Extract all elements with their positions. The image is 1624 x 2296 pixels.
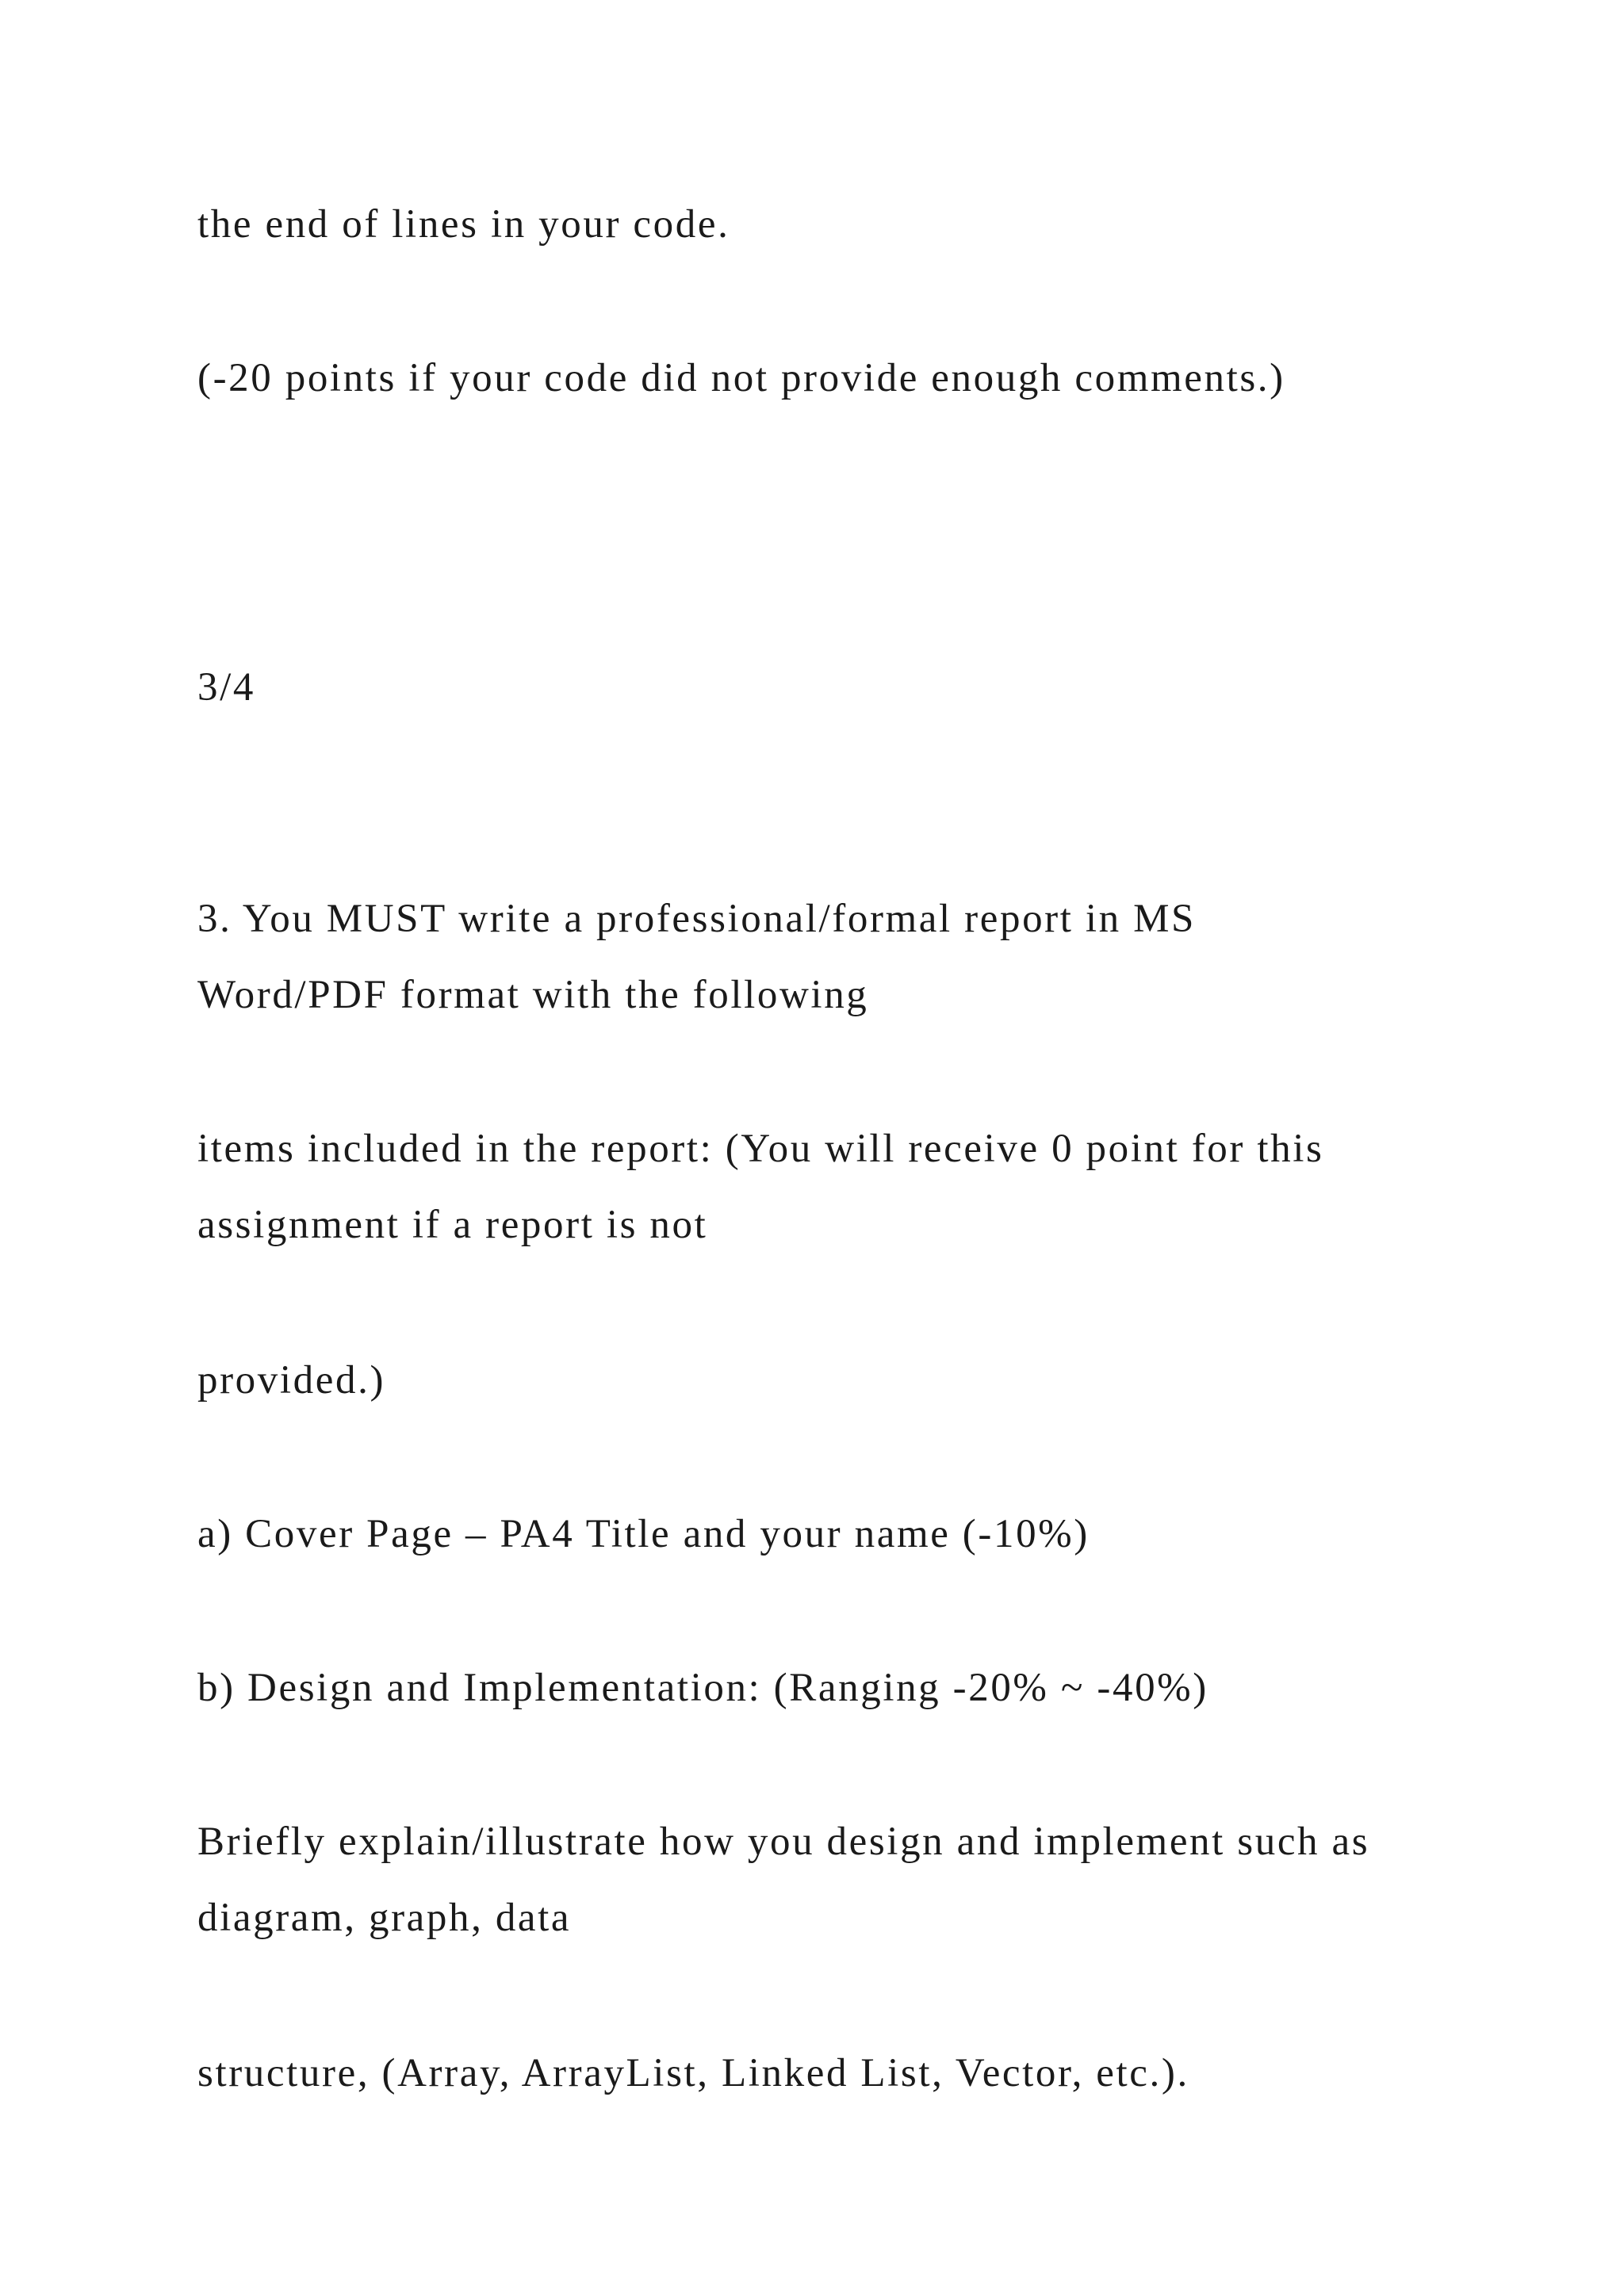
text-line-report-format: Word/PDF format with the following — [197, 973, 869, 1017]
text-line-items-included: items included in the report: (You will receive 0 point for this — [197, 1127, 1324, 1171]
text-line-end-of-lines: the end of lines in your code. — [197, 202, 730, 247]
text-line-assignment-if: assignment if a report is not — [197, 1203, 708, 1247]
text-line-diagram-graph: diagram, graph, data — [197, 1896, 572, 1940]
list-item-cover-page: a) Cover Page – PA4 Title and your name (-10%) — [197, 1512, 1090, 1556]
list-item-design-implementation: b) Design and Implementation: (Ranging -20% ~ -40%) — [197, 1666, 1208, 1710]
text-line-structure: structure, (Array, ArrayList, Linked List, Vector, etc.). — [197, 2051, 1189, 2095]
text-line-briefly-explain: Briefly explain/illustrate how you design and implement such as — [197, 1820, 1370, 1864]
text-line-comments-penalty: (-20 points if your code did not provide enough comments.) — [197, 356, 1285, 400]
text-line-provided: provided.) — [197, 1358, 386, 1402]
text-line-report-requirement: 3. You MUST write a professional/formal report in MS — [197, 897, 1197, 941]
page-number: 3/4 — [197, 665, 255, 710]
